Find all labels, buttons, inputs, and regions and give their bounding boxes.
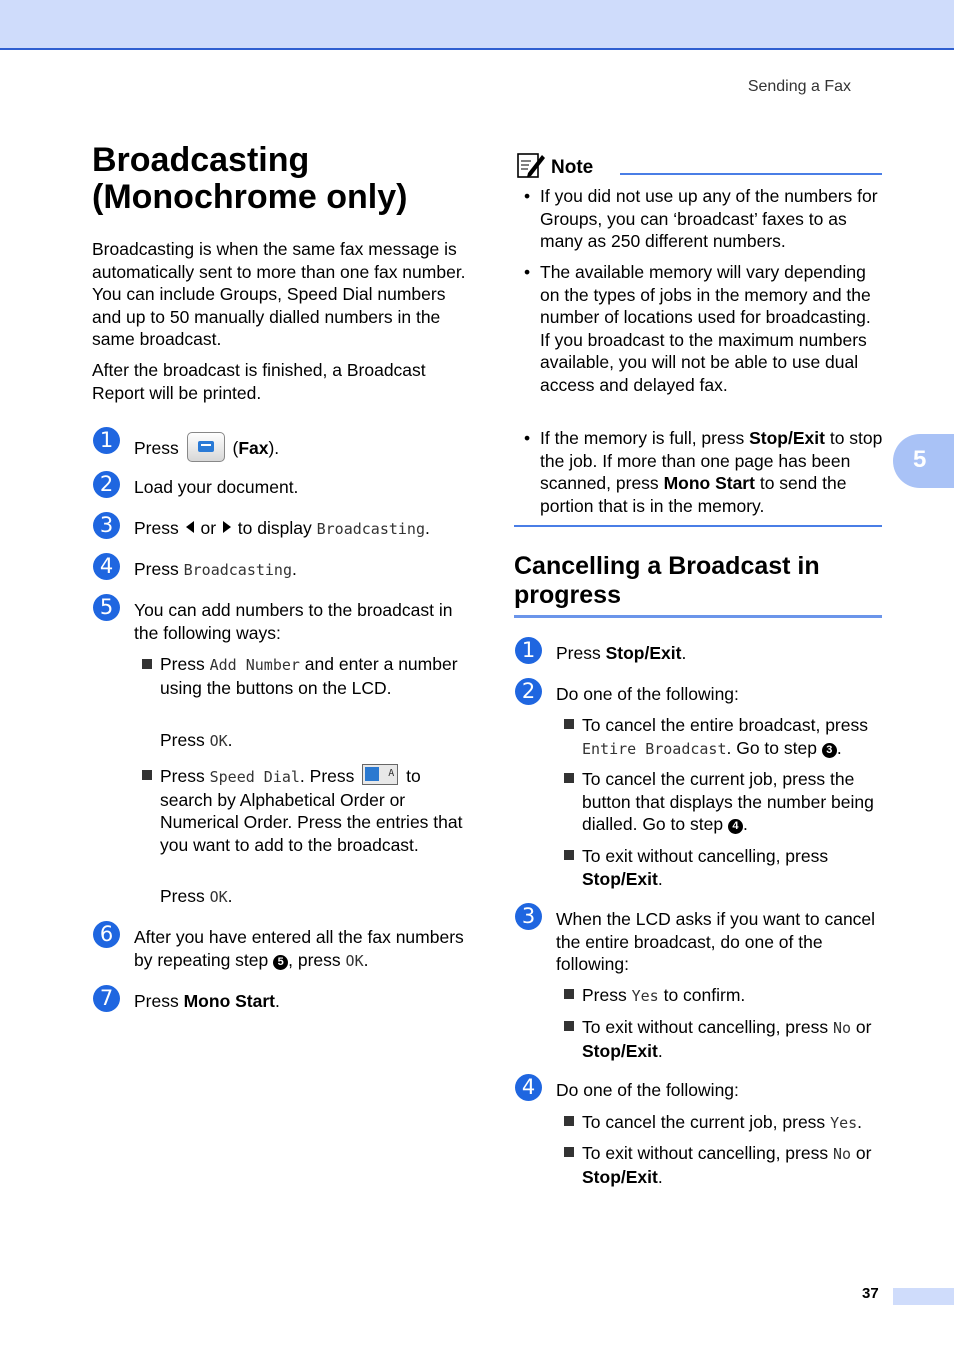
step-1 [134,432,474,462]
bullet-square [142,659,152,669]
end: . [742,814,748,834]
note-bottom-rule [514,525,882,527]
stop-exit-label: Stop/Exit [749,428,825,448]
cancel-2-option-3 [582,845,882,890]
lcd-entire-broadcast: Entire Broadcast [582,739,727,758]
step-ref-5: 5 [273,955,288,970]
end: . [657,1166,663,1187]
note-b3-pre: If the memory is full, press [540,428,745,448]
step-number-6: 6 [93,921,120,948]
lcd-no: No [832,1145,852,1163]
cancel-step-4: Do one of the following: [556,1080,739,1100]
option-or: or [855,1143,872,1163]
lcd-ok: OK [345,951,364,970]
mono-start-label: Mono Start [663,473,755,493]
section-rule [514,615,882,618]
note-bullet-2: The available memory will vary depending on the types of jobs in the memory and the number of locations used for broadcasting. If you broadcast to the maximum numbers available, you will not be able to use dual access and delayed fax. [540,262,871,395]
step-4-end: . [291,559,297,579]
end: . [227,886,233,906]
step-7 [134,990,474,1013]
lcd-add-number: Add Number [209,656,300,674]
lcd-yes: Yes [830,1114,858,1132]
stop-exit-label: Stop/Exit [582,1040,658,1061]
intro-paragraph-2: After the broadcast is finished, a Broadcast Report will be printed. [92,360,426,403]
intro-paragraph-1: Broadcasting is when the same fax message is automatically sent to more than one fax number. You can include Groups, Speed Dial numbers and up to 50 manually dialled numbers in the same broadcast. [92,239,466,349]
end: . [275,991,280,1011]
cancel-3-option-2 [582,1016,882,1062]
page-number-bar [893,1288,954,1305]
end: . [857,1112,863,1132]
note-bullet-dot: • [524,262,531,282]
cancel-step-1 [556,642,886,665]
step-7-press: Press [134,991,179,1011]
lcd-ok: OK [209,732,228,750]
step-6 [134,926,474,972]
option-text: To cancel the entire broadcast, press [582,715,868,735]
cancel-3-option-1 [582,984,882,1008]
option-text: and enter a number using the buttons on the LCD. [160,654,458,698]
cancel-2-option-1 [582,714,887,760]
option-or: or [855,1017,872,1037]
cancel-press: Press [556,643,601,663]
note-bullet-1: If you did not use up any of the numbers for Groups, you can ‘broadcast’ faxes to as many as 250 different numbers. [540,186,878,251]
title-line-2: (Monochrome only) [92,178,408,216]
end: . [657,868,663,889]
fax-label: Fax [238,438,269,458]
option-press: Press [160,766,205,786]
bullet-square [564,850,574,860]
cancel-2-option-2 [582,768,882,836]
option-text: To cancel the current job, press [582,1112,826,1132]
bullet-square [564,773,574,783]
step-number-1: 1 [93,427,120,454]
bullet-square [564,989,574,999]
section-title-cancelling: Cancelling a Broadcast in progress [514,552,820,609]
bullet-square [564,1147,574,1157]
step-4-press: Press [134,559,179,579]
cancel-step-number-1: 1 [515,637,542,664]
bullet-square [564,1021,574,1031]
step-3-to-display: to display [237,518,312,538]
step-4 [134,558,474,582]
lcd-broadcasting: Broadcasting [183,561,292,579]
press-text: Press [160,730,205,750]
note-title-rule [620,173,882,175]
end: . [363,949,369,970]
step-number-7: 7 [93,985,120,1012]
step-2: Load your document. [134,477,299,497]
lcd-broadcasting: Broadcasting [316,520,425,538]
bullet-square [142,770,152,780]
step-5-option-1-press-ok [160,729,460,753]
step-5-option-add-number [160,653,460,699]
lcd-speed-dial: Speed Dial [209,768,300,786]
option-text: to search by Alphabetical Order or Numerical Order. Press the entries that you want to add to the broadcast. [160,766,463,855]
chapter-number: 5 [913,446,927,473]
left-arrow-icon [186,521,194,533]
step-3 [134,517,479,541]
step-6-press: , press [288,949,341,970]
step-5-option-speed-dial [160,764,465,856]
note-b3-mid: to stop the job. If more than one page has been scanned, press [540,428,883,493]
end: . [657,1040,663,1061]
page-title [92,142,492,216]
step-5-option-2-press-ok [160,885,460,909]
option-post: to confirm. [663,985,746,1005]
cancel-step-2: Do one of the following: [556,684,739,704]
step-6-text: After you have entered all the fax numbers by repeating step [134,927,464,970]
mono-start-label: Mono Start [183,991,275,1011]
speed-dial-icon-label: A [388,768,395,779]
note-title: Note [551,157,594,178]
option-mid: . Go to step [726,737,817,758]
stop-exit-label: Stop/Exit [582,868,658,889]
cancel-step-number-3: 3 [515,903,542,930]
bullet-square [564,719,574,729]
cancel-4-option-2 [582,1142,882,1188]
page-number: 37 [862,1285,879,1302]
cancel-step-number-2: 2 [515,678,542,705]
stop-exit-label: Stop/Exit [605,643,682,663]
lcd-no: No [832,1019,852,1037]
step-ref-4: 4 [728,819,743,834]
note-bullet-dot: • [524,186,531,206]
step-number-5: 5 [93,594,120,621]
note-bullet-dot: • [524,428,531,448]
option-text: To exit without cancelling, press [582,846,829,866]
step-3-end: . [424,518,430,538]
fax-button-icon [187,432,225,462]
speed-dial-search-icon [362,764,398,785]
bullet-square [564,1116,574,1126]
end: . [227,730,233,750]
step-1-press-text: Press [134,438,179,458]
step-number-3: 3 [93,512,120,539]
option-text: Press [582,985,627,1005]
right-arrow-icon [223,521,231,533]
step-1-paren: ( [232,438,239,458]
option-text: To exit without cancelling, press [582,1143,829,1163]
step-3-press: Press [134,518,179,538]
note-bullet-3 [540,427,885,517]
step-5: You can add numbers to the broadcast in the following ways: [134,600,453,643]
end: . [681,643,687,663]
step-3-or: or [200,518,217,538]
press-text: Press [160,886,205,906]
option-press-2: . Press [299,766,355,786]
note-pencil-icon [516,151,546,179]
option-text: To exit without cancelling, press [582,1017,829,1037]
step-ref-3: 3 [822,743,837,758]
chapter-tab [893,434,954,488]
note-b3-post: to send the portion that is in the memory. [540,473,847,516]
lcd-yes: Yes [631,987,659,1005]
step-number-2: 2 [93,471,120,498]
cancel-step-number-4: 4 [515,1074,542,1101]
end: . [836,737,842,758]
title-line-1: Broadcasting [92,141,310,179]
step-1-paren-close: ). [268,438,280,458]
cancel-step-3: When the LCD asks if you want to cancel the entire broadcast, do one of the following: [556,909,876,974]
option-text: To cancel the current job, press the button that displays the number being dialled. Go to step [582,769,874,834]
cancel-4-option-1 [582,1111,887,1135]
stop-exit-label: Stop/Exit [582,1166,658,1187]
step-number-4: 4 [93,553,120,580]
option-press: Press [160,654,205,674]
running-header: Sending a Fax [747,78,851,95]
top-color-band [0,0,954,50]
lcd-ok: OK [209,888,228,906]
